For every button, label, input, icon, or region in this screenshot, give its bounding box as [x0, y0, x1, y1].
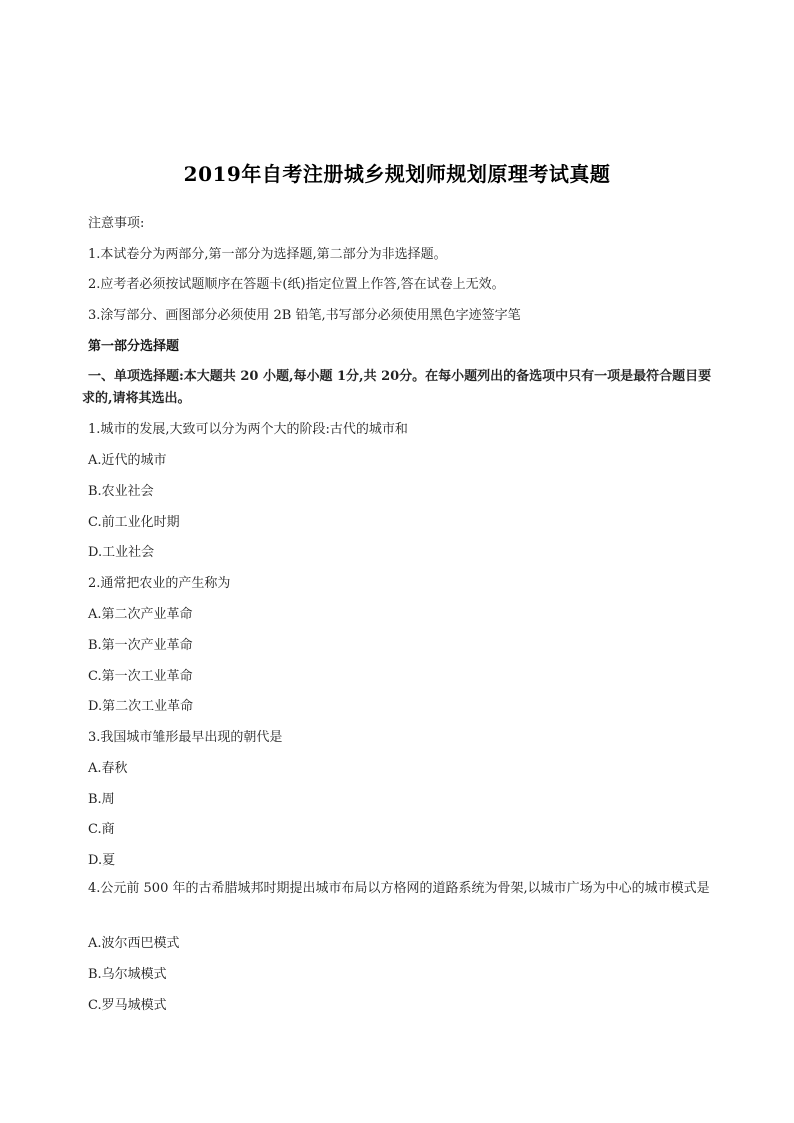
- question-option: A.第二次产业革命: [88, 607, 193, 622]
- notice-heading: 注意事项:: [88, 216, 145, 231]
- question-option: D.工业社会: [88, 545, 155, 560]
- question-option: C.商: [88, 822, 115, 837]
- notice-item: 1.本试卷分为两部分,第一部分为选择题,第二部分为非选择题。: [88, 247, 447, 262]
- part-heading: 第一部分选择题: [88, 339, 180, 354]
- question-stem: 1.城市的发展,大致可以分为两个大的阶段:古代的城市和: [88, 422, 408, 437]
- question-stem: 4.公元前 500 年的古希腊城邦时期提出城市布局以方格网的道路系统为骨架,以城市广场为中心的城市模式是: [88, 881, 710, 896]
- question-option: D.夏: [88, 853, 116, 868]
- notice-item: 2.应考者必须按试题顺序在答题卡(纸)指定位置上作答,答在试卷上无效。: [88, 277, 505, 292]
- question-option: B.乌尔城模式: [88, 967, 167, 982]
- question-option: D.第二次工业革命: [88, 699, 194, 714]
- question-option: C.前工业化时期: [88, 515, 180, 530]
- question-option: B.农业社会: [88, 484, 154, 499]
- section-instruction: 一、单项选择题:本大题共 20 小题,每小题 1分,共 20分。在每小题列出的备选项中只有一项是最符合题目要求的,请将其选出。: [82, 369, 712, 406]
- question-option: C.第一次工业革命: [88, 669, 193, 684]
- question-stem: 2.通常把农业的产生称为: [88, 576, 231, 591]
- question-option: A.波尔西巴模式: [88, 936, 180, 951]
- document-title: 2019年自考注册城乡规划师规划原理考试真题: [183, 162, 611, 186]
- question-option: C.罗马城模式: [88, 998, 167, 1013]
- question-option: A.近代的城市: [88, 453, 167, 468]
- question-option: B.周: [88, 792, 115, 807]
- question-stem: 3.我国城市雏形最早出现的朝代是: [88, 730, 283, 745]
- question-option: A.春秋: [88, 761, 128, 776]
- notice-item: 3.涂写部分、画图部分必须使用 2B 铅笔,书写部分必须使用黑色字迹签字笔: [88, 308, 521, 323]
- question-option: B.第一次产业革命: [88, 638, 193, 653]
